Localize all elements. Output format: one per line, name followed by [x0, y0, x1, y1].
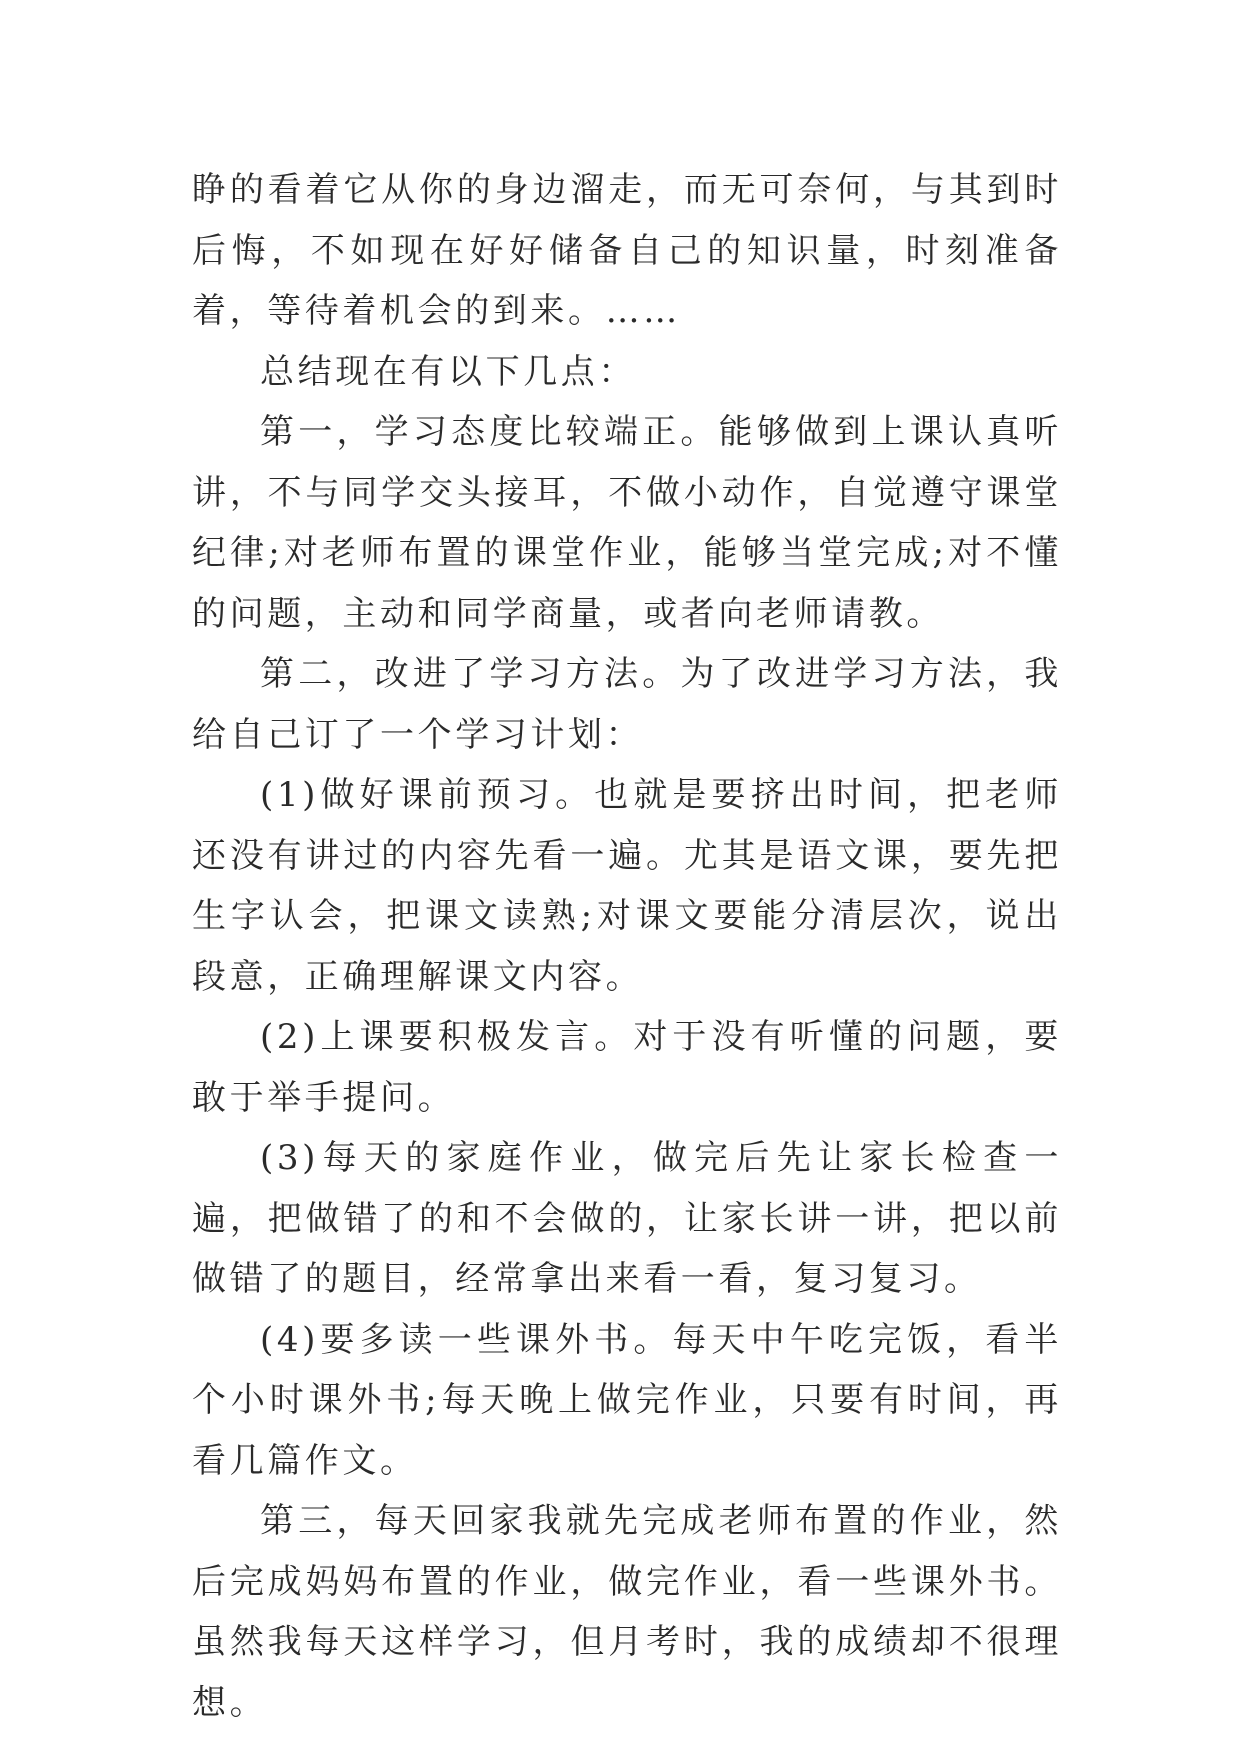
paragraph-plan-item-4: (4)要多读一些课外书。每天中午吃完饭，看半个小时课外书;每天晚上做完作业，只要有时间，再看几篇作文。 — [192, 1319, 1062, 1481]
paragraph-point-one: 第一，学习态度比较端正。能够做到上课认真听讲，不与同学交头接耳，不做小动作，自觉遵守课堂纪律;对老师布置的课堂作业，能够当堂完成;对不懂的问题，主动和同学商量，或者向老师请教。 — [192, 412, 1062, 634]
paragraph-point-two: 第二，改进了学习方法。为了改进学习方法，我给自己订了一个学习计划： — [192, 654, 1062, 755]
paragraph-point-three: 第三，每天回家我就先完成老师布置的作业，然后完成妈妈布置的作业，做完作业，看一些课外书。虽然我每天这样学习，但月考时，我的成绩却不很理想。 — [192, 1501, 1062, 1723]
paragraph-summary-intro: 总结现在有以下几点： — [260, 351, 636, 392]
paragraph-plan-item-3: (3)每天的家庭作业，做完后先让家长检查一遍，把做错了的和不会做的，让家长讲一讲，把以前做错了的题目，经常拿出来看一看，复习复习。 — [192, 1138, 1062, 1299]
document-body — [192, 160, 1062, 1733]
paragraph-plan-item-2: (2)上课要积极发言。对于没有听懂的问题，要敢于举手提问。 — [192, 1017, 1062, 1118]
paragraph-continuation: 睁的看着它从你的身边溜走，而无可奈何，与其到时后悔，不如现在好好储备自己的知识量，时刻准备着，等待着机会的到来。…… — [192, 170, 1062, 331]
paragraph-plan-item-1: (1)做好课前预习。也就是要挤出时间，把老师还没有讲过的内容先看一遍。尤其是语文课，要先把生字认会，把课文读熟;对课文要能分清层次，说出段意，正确理解课文内容。 — [192, 775, 1062, 997]
